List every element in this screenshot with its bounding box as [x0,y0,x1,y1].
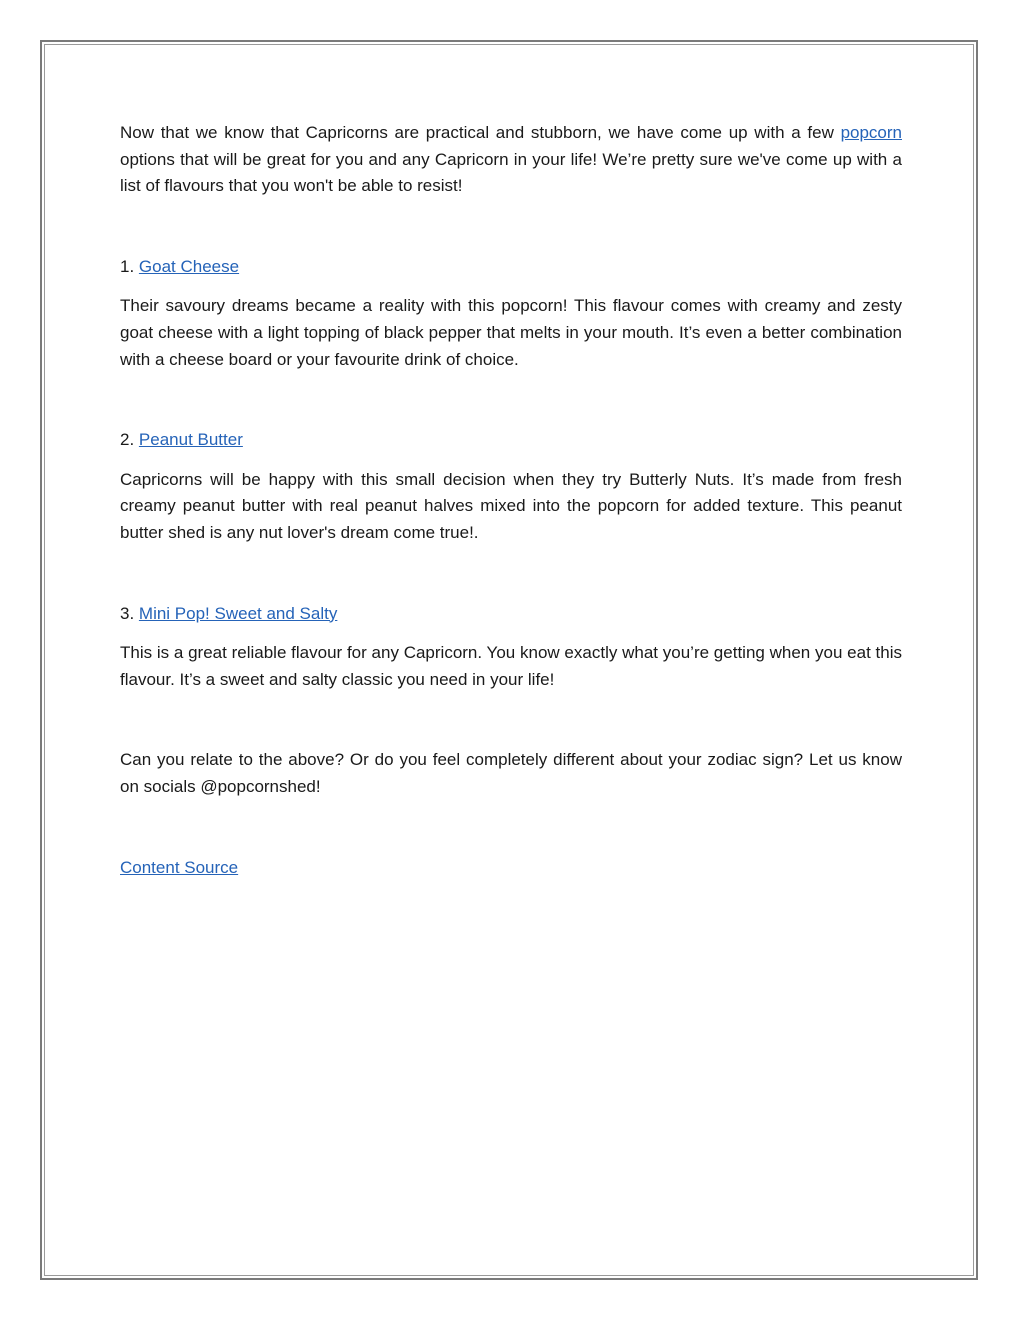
peanut-butter-description: Capricorns will be happy with this small decision when they try Butterly Nuts. It’s made from fresh creamy peanut butter with real peanut halves mixed into the popcorn for added texture. This peanut butter shed is any nut lover's dream come true!. [120,469,902,542]
mini-pop-link[interactable]: Mini Pop! Sweet and Salty [138,603,338,623]
goat-cheese-link[interactable]: Goat Cheese [138,256,240,276]
source-paragraph [120,855,902,882]
mini-pop-description: This is a great reliable flavour for any Capricorn. You know exactly what you’re getting when you eat this flavour. It’s a sweet and salty classic you need in your life! [120,643,902,689]
intro-text-end: options that will be great for you and any Capricorn in your life! We’re pretty sure we've come up with a list of flavours that you won't be able to resist! [120,149,902,196]
peanut-butter-link[interactable]: Peanut Butter [138,430,243,450]
popcorn-link[interactable]: popcorn [840,123,902,142]
content-source-link[interactable]: Content Source [120,857,239,877]
intro-text-start: Now that we know that Capricorns are practical and stubborn, we have come up with a few [120,123,841,142]
closing-paragraph: Can you relate to the above? Or do you feel completely different about your zodiac sign? Let us know on socials @popcornshed! [120,750,902,796]
item-heading-goat-cheese [120,254,902,281]
intro-paragraph [120,120,902,200]
item-number: 1. [120,256,139,276]
document-body [120,120,902,881]
item-heading-mini-pop [120,601,902,628]
item-number: 2. [120,430,139,450]
item-number: 3. [120,603,139,623]
item-heading-peanut-butter [120,427,902,454]
goat-cheese-description: Their savoury dreams became a reality with this popcorn! This flavour comes with creamy and zesty goat cheese with a light topping of black pepper that melts in your mouth. It’s even a better combination with a cheese board or your favourite drink of choice. [120,296,902,369]
